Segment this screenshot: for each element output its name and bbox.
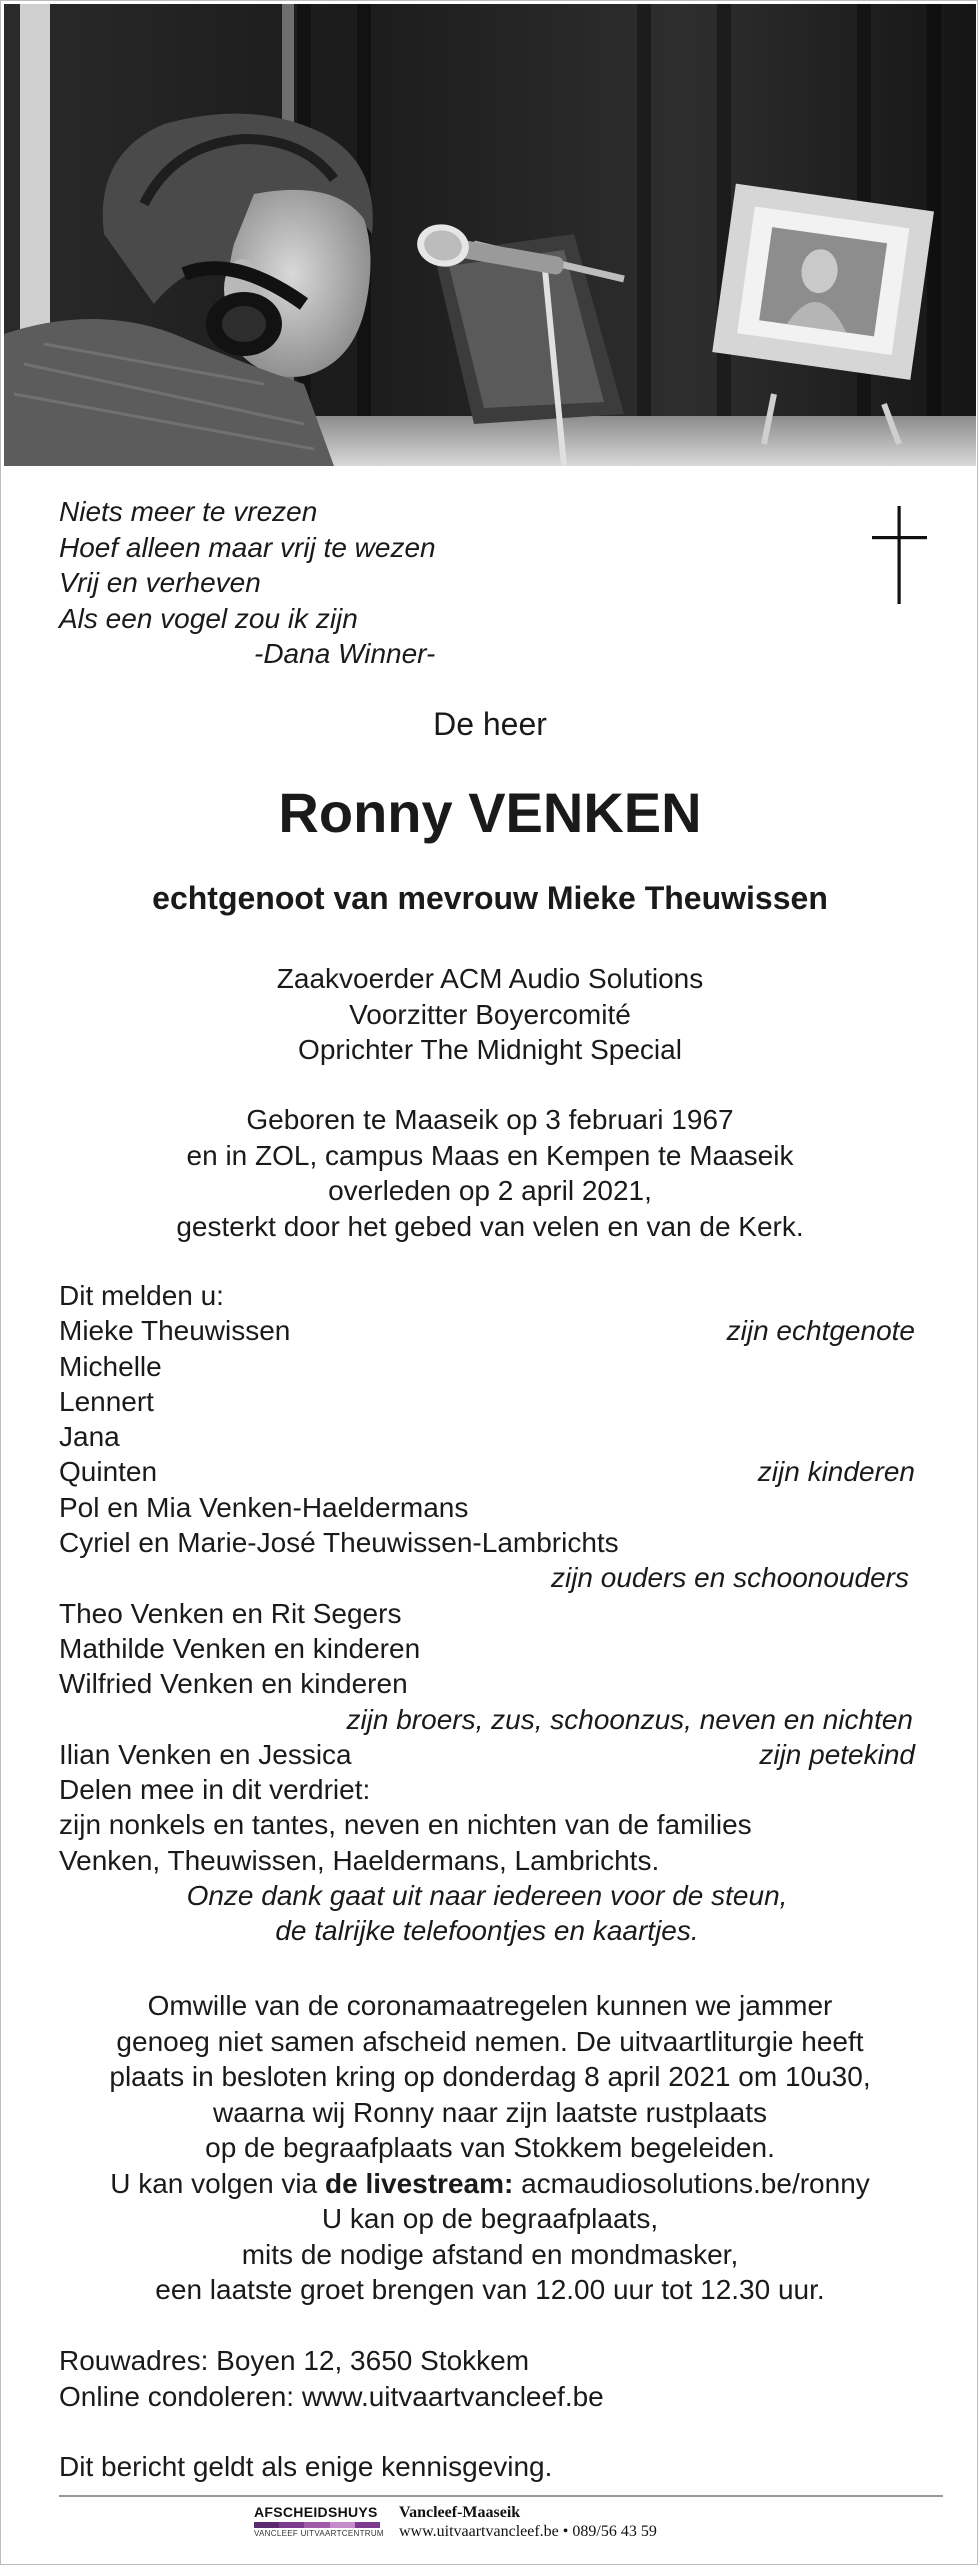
poem — [59, 494, 436, 672]
family-row — [59, 1384, 915, 1419]
poem-line: Hoef alleen maar vrij te wezen — [59, 531, 436, 563]
family-name: Ilian Venken en Jessica — [59, 1738, 352, 1770]
deceased-name: Ronny VENKEN — [278, 781, 702, 844]
family-list — [59, 1278, 915, 1949]
ceremony — [1, 1988, 979, 2308]
spouse-line: echtgenoot van mevrouw Mieke Theuwissen — [152, 880, 828, 916]
role-line: Voorzitter Boyercomité — [349, 998, 631, 1030]
visit-line: U kan op de begraafplaats, — [321, 2203, 659, 2234]
ceremony-line: op de begraafplaats van Stokkem begeleiden. — [205, 2132, 775, 2163]
family-name: Jana — [59, 1421, 120, 1453]
family-relation: zijn petekind — [759, 1738, 915, 1770]
livestream-line — [1, 2166, 979, 2202]
portrait-photo-image — [4, 4, 976, 466]
family-name: Mieke Theuwissen — [59, 1315, 291, 1347]
family-name: Cyriel en Marie-José Theuwissen-Lambrichts — [59, 1527, 619, 1559]
logo-subtitle — [254, 2528, 384, 2539]
family-row — [59, 1490, 915, 1525]
family-row — [59, 1525, 915, 1560]
poem-line: Niets meer te vrezen — [59, 496, 318, 527]
role-line: Zaakvoerder ACM Audio Solutions — [276, 963, 704, 994]
birth-death-line: Geboren te Maaseik op 3 februari 1967 — [246, 1104, 734, 1135]
family-row — [59, 1631, 915, 1666]
family-row — [59, 1313, 915, 1348]
logo-subtitle-b: UITVAARTCENTRUM — [300, 2529, 384, 2538]
thanks-line: Onze dank gaat uit naar iedereen voor de steun, — [186, 1880, 788, 1912]
siblings-label: zijn broers, zus, schoonzus, neven en nichten — [346, 1703, 913, 1735]
family-name: Lennert — [59, 1385, 154, 1417]
family-intro: Dit melden u: — [59, 1280, 224, 1311]
footer-divider — [59, 2495, 943, 2497]
family-row — [59, 1419, 915, 1454]
poem-line: Als een vogel zou ik zijn — [59, 602, 358, 634]
family-name: Quinten — [59, 1456, 158, 1488]
share-line: zijn nonkels en tantes, neven en nichten van de families — [59, 1809, 752, 1841]
portrait-photo — [4, 4, 976, 466]
mourning-address: Rouwadres: Boyen 12, 3650 Stokkem — [59, 2345, 530, 2376]
funeral-home-logo — [254, 2504, 384, 2548]
visit-line: een laatste groet brengen van 12.00 uur tot 12.30 uur. — [155, 2274, 825, 2305]
family-name: Theo Venken en Rit Segers — [59, 1597, 402, 1629]
birth-death-line: overleden op 2 april 2021, — [328, 1175, 652, 1206]
funeral-home-contact — [399, 2503, 657, 2541]
share-line: Venken, Theuwissen, Haeldermans, Lambrichts. — [59, 1844, 660, 1876]
family-relation: zijn kinderen — [757, 1456, 915, 1488]
cross-icon — [872, 506, 927, 604]
birth-death — [1, 1102, 979, 1244]
family-row — [59, 1737, 915, 1772]
livestream-prefix: U kan volgen via — [110, 2167, 325, 2199]
roles — [1, 961, 979, 1068]
family-row — [59, 1349, 915, 1384]
parents-label: zijn ouders en schoonouders — [550, 1562, 909, 1594]
birth-death-line: gesterkt door het gebed van velen en van de Kerk. — [176, 1210, 804, 1242]
livestream-label: de livestream: — [325, 2167, 514, 2199]
visit-line: mits de nodige afstand en mondmasker, — [241, 2238, 739, 2270]
ceremony-line: genoeg niet samen afscheid nemen. De uitvaartliturgie heeft — [116, 2025, 864, 2057]
family-row — [59, 1666, 915, 1701]
family-row — [59, 1454, 915, 1489]
poem-author: -Dana Winner- — [254, 638, 436, 669]
family-name: Wilfried Venken en kinderen — [59, 1668, 408, 1700]
thanks-line: de talrijke telefoontjes en kaartjes. — [275, 1915, 699, 1947]
ceremony-line: plaats in besloten kring op donderdag 8 april 2021 om 10u30, — [109, 2061, 871, 2092]
ceremony-line: waarna wij Ronny naar zijn laatste rustplaats — [212, 2096, 768, 2128]
family-name: Michelle — [59, 1350, 162, 1382]
family-name: Mathilde Venken en kinderen — [59, 1632, 421, 1664]
livestream-url[interactable]: acmaudiosolutions.be/ronny — [513, 2167, 870, 2199]
role-line: Oprichter The Midnight Special — [298, 1034, 682, 1065]
title-prefix: De heer — [433, 706, 547, 742]
birth-death-line: en in ZOL, campus Maas en Kempen te Maaseik — [186, 1139, 794, 1171]
company-contact[interactable]: www.uitvaartvancleef.be • 089/56 43 59 — [399, 2523, 657, 2540]
company-name: Vancleef-Maaseik — [399, 2504, 521, 2521]
ceremony-line: Omwille van de coronamaatregelen kunnen we jammer — [147, 1990, 833, 2021]
online-condolences[interactable]: Online condoleren: www.uitvaartvancleef.be — [59, 2381, 604, 2412]
logo-subtitle-a: VANCLEEF — [254, 2529, 299, 2538]
logo-title: AFSCHEIDSHUYS — [254, 2504, 378, 2520]
family-relation: zijn echtgenote — [726, 1315, 915, 1347]
notice: Dit bericht geldt als enige kennisgeving. — [59, 2451, 553, 2482]
family-row — [59, 1596, 915, 1631]
share-intro: Delen mee in dit verdriet: — [59, 1774, 371, 1806]
poem-line: Vrij en verheven — [59, 567, 261, 598]
family-name: Pol en Mia Venken-Haeldermans — [59, 1491, 469, 1523]
